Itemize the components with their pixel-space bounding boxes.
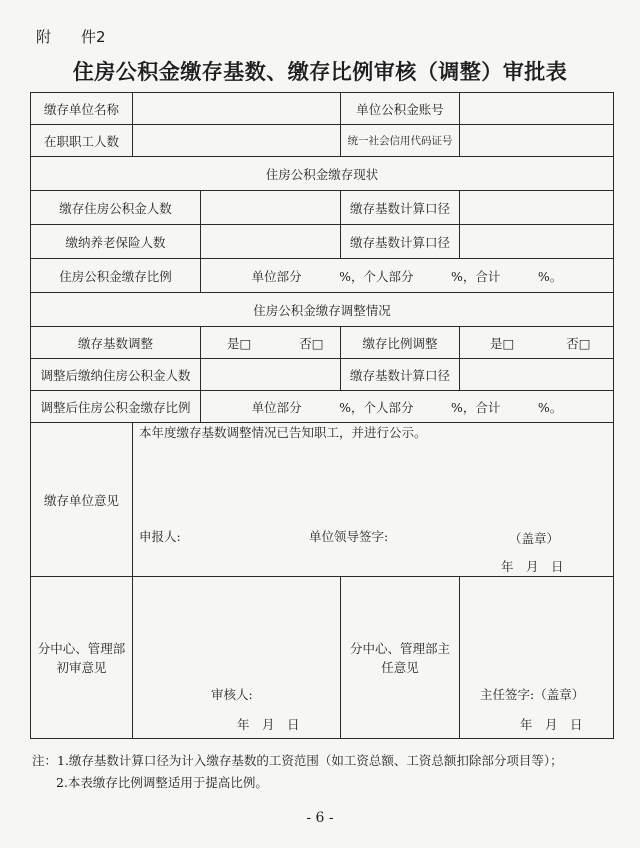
row-current-section	[31, 157, 614, 191]
row-review	[31, 577, 614, 739]
note-2: 2.本表缴存比例调整适用于提高比例。	[56, 775, 268, 790]
base-adjust-yes-checkbox[interactable]: 是□	[226, 335, 252, 351]
director-opinion-label: 分中心、管理部主任意见	[341, 577, 460, 739]
unit-opinion-date: 年 月 日	[501, 559, 564, 574]
director-opinion-field[interactable]	[460, 577, 614, 739]
unit-seal-label: （盖章）	[509, 531, 560, 546]
row-adjust-section	[31, 293, 614, 327]
row-unit-name	[31, 93, 614, 125]
pension-count-label: 缴纳养老保险人数	[31, 225, 201, 259]
attachment-label	[36, 26, 106, 47]
note-1: 注：1.缴存基数计算口径为计入缴存基数的工资范围（如工资总额、工资总额扣除部分项目等）；	[32, 753, 563, 768]
unit-opinion-label: 缴存单位意见	[31, 423, 133, 577]
base-adjust-no-checkbox[interactable]: 否□	[299, 335, 324, 351]
row-after-payers	[31, 359, 614, 391]
row-current-pension	[31, 225, 614, 259]
adjust-base-calc-label: 缴存基数计算口径	[341, 359, 460, 391]
account-no-field[interactable]	[460, 93, 614, 125]
payers-count-label: 缴存住房公积金人数	[31, 191, 201, 225]
employee-count-field[interactable]	[133, 125, 341, 157]
base-adjust-choices	[201, 327, 341, 359]
base-calc-label: 缴存基数计算口径	[341, 191, 460, 225]
director-sign-label: 主任签字:（盖章）	[480, 687, 585, 702]
leader-sign-label: 单位领导签字:	[309, 529, 389, 544]
credit-code-label: 统一社会信用代码证号	[341, 125, 460, 157]
after-ratio-field[interactable]: 单位部分 %，个人部分 %，合计 %。	[201, 391, 614, 423]
approval-form-table	[30, 92, 614, 739]
after-ratio-label: 调整后住房公积金缴存比例	[31, 391, 201, 423]
form-notes	[32, 750, 563, 794]
first-review-label: 分中心、管理部初审意见	[31, 577, 133, 739]
unit-opinion-field[interactable]	[133, 423, 614, 577]
unit-name-label: 缴存单位名称	[31, 93, 133, 125]
first-review-date: 年 月 日	[237, 717, 300, 732]
ratio-field[interactable]: 单位部分 %，个人部分 %，合计 %。	[201, 259, 614, 293]
after-payers-label: 调整后缴纳住房公积金人数	[31, 359, 201, 391]
employee-count-label: 在职职工人数	[31, 125, 133, 157]
reporter-label: 申报人:	[139, 529, 181, 544]
row-current-payers	[31, 191, 614, 225]
row-adjust-choices	[31, 327, 614, 359]
base-calc-field[interactable]	[460, 191, 614, 225]
base-adjust-label: 缴存基数调整	[31, 327, 201, 359]
page-title: 住房公积金缴存基数、缴存比例审核（调整）审批表	[72, 60, 568, 84]
reviewer-label: 审核人:	[211, 687, 253, 702]
page-number: - 6 -	[306, 810, 334, 826]
row-after-ratio	[31, 391, 614, 423]
attachment-label-b: 件2	[81, 28, 106, 46]
ratio-label: 住房公积金缴存比例	[31, 259, 201, 293]
unit-name-field[interactable]	[133, 93, 341, 125]
credit-code-field[interactable]	[460, 125, 614, 157]
ratio-adjust-choices	[460, 327, 614, 359]
row-unit-opinion	[31, 423, 614, 577]
payers-count-field[interactable]	[201, 191, 341, 225]
current-section-title: 住房公积金缴存现状	[31, 157, 614, 191]
account-no-label: 单位公积金账号	[341, 93, 460, 125]
after-payers-field[interactable]	[201, 359, 341, 391]
pension-count-field[interactable]	[201, 225, 341, 259]
ratio-adjust-label: 缴存比例调整	[341, 327, 460, 359]
ratio-adjust-yes-checkbox[interactable]: 是□	[489, 335, 515, 351]
base-calc-label-2: 缴存基数计算口径	[341, 225, 460, 259]
ratio-adjust-no-checkbox[interactable]: 否□	[566, 335, 591, 351]
attachment-label-a: 附	[36, 28, 52, 46]
first-review-field[interactable]	[133, 577, 341, 739]
adjust-base-calc-field[interactable]	[460, 359, 614, 391]
director-opinion-date: 年 月 日	[520, 717, 583, 732]
adjust-section-title: 住房公积金缴存调整情况	[31, 293, 614, 327]
base-calc-field-2[interactable]	[460, 225, 614, 259]
row-current-ratio	[31, 259, 614, 293]
row-employee-count	[31, 125, 614, 157]
unit-opinion-statement: 本年度缴存基数调整情况已告知职工，并进行公示。	[139, 425, 427, 440]
